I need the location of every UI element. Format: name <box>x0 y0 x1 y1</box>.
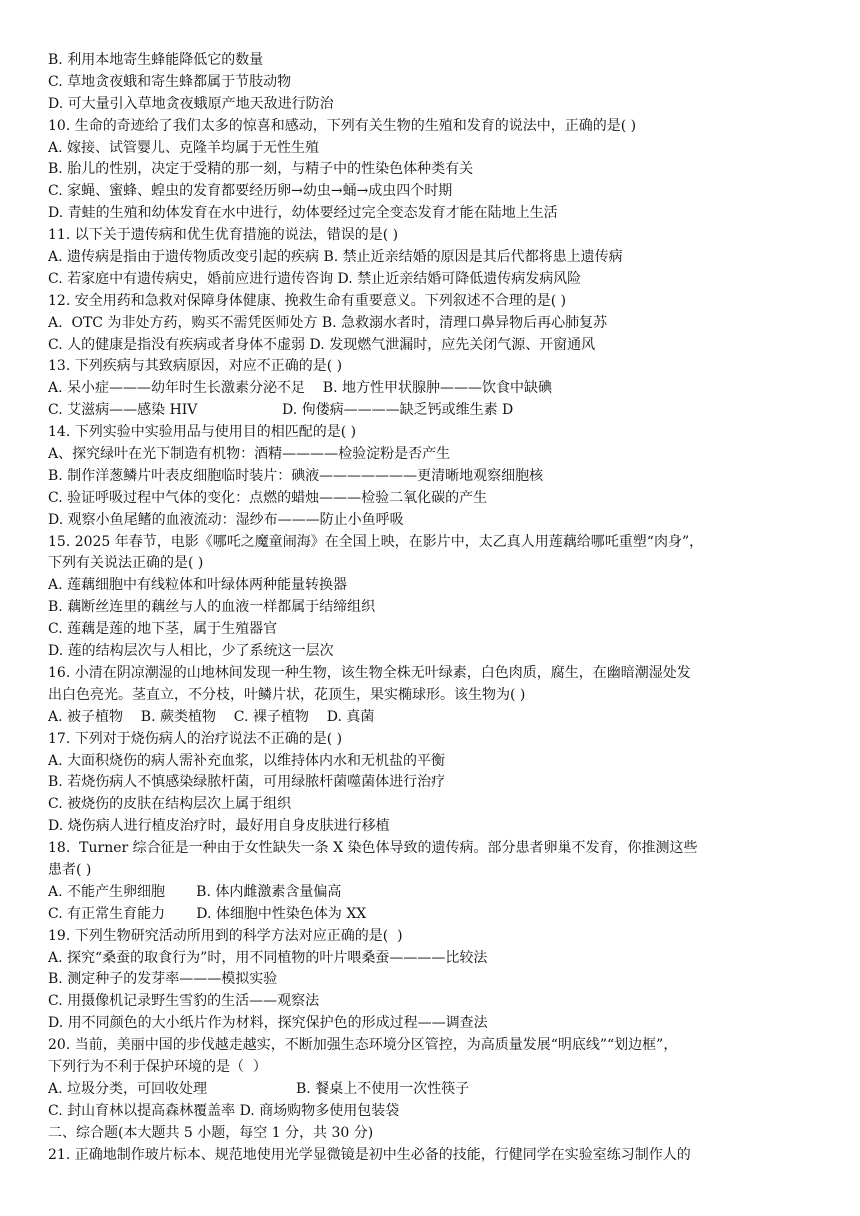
option-line: D. 观察小鱼尾鳍的血液流动：湿纱布———防止小鱼呼吸 <box>48 511 404 528</box>
option-line: B. 胎儿的性别，决定于受精的那一刻，与精子中的性染色体种类有关 <box>48 161 474 178</box>
question-17-stem: 17. 下列对于烧伤病人的治疗说法不正确的是( ) <box>48 730 343 747</box>
option-line: D. 青蛙的生殖和幼体发育在水中进行，幼体要经过完全变态发育才能在陆地上生活 <box>48 205 558 222</box>
question-16-stem-cont: 出白色亮光。茎直立，不分枝，叶鳞片状，花顶生，果实椭球形。该生物为( ) <box>48 686 526 703</box>
option-line: A. 呆小症———幼年时生长激素分泌不足 B. 地方性甲状腺肿———饮食中缺碘 <box>48 380 552 397</box>
section-heading: 二、综合题(本大题共 5 小题，每空 1 分，共 30 分) <box>48 1124 374 1141</box>
option-line: A. 遗传病是指由于遗传物质改变引起的疾病 B. 禁止近亲结婚的原因是其后代都将患上遗传病 <box>48 249 623 266</box>
option-line: A. 垃圾分类，可回收处理 B. 餐桌上不使用一次性筷子 <box>48 1080 470 1097</box>
text-line: C. 草地贪夜蛾和寄生蜂都属于节肢动物 <box>48 73 292 90</box>
option-line: A、探究绿叶在光下制造有机物：酒精————检验淀粉是否产生 <box>48 446 451 463</box>
option-line: A. 莲藕细胞中有线粒体和叶绿体两种能量转换器 <box>48 577 348 594</box>
option-line: B. 制作洋葱鳞片叶表皮细胞临时装片：碘液———————更清晰地观察细胞核 <box>48 467 544 484</box>
option-line: C. 验证呼吸过程中气体的变化：点燃的蜡烛———检验二氧化碳的产生 <box>48 489 488 506</box>
option-line: C. 家蝇、蜜蜂、蝗虫的发育都要经历卵→幼虫→蛹→成虫四个时期 <box>48 183 453 200</box>
question-15-stem: 15. 2025 年春节，电影《哪吒之魔童闹海》在全国上映，在影片中，太乙真人用莲藕给哪吒重塑“肉身”， <box>48 533 704 550</box>
option-line: A. 探究“桑蚕的取食行为”时，用不同植物的叶片喂桑蚕————比较法 <box>48 949 488 966</box>
option-line: C. 用摄像机记录野生雪豹的生活——观察法 <box>48 993 320 1010</box>
question-20-stem: 20. 当前，美丽中国的步伐越走越实，不断加强生态环境分区管控，为高质量发展“明底线”“划边框”， <box>48 1037 678 1054</box>
question-13-stem: 13. 下列疾病与其致病原因，对应不正确的是( ) <box>48 358 343 375</box>
question-14-stem: 14. 下列实验中实验用品与使用目的相匹配的是( ) <box>48 424 357 441</box>
option-line: A. 不能产生卵细胞 B. 体内雌激素含量偏高 <box>48 883 342 900</box>
option-line: B. 若烧伤病人不慎感染绿脓杆菌，可用绿脓杆菌噬菌体进行治疗 <box>48 774 446 791</box>
question-19-stem: 19. 下列生物研究活动所用到的科学方法对应正确的是( ) <box>48 927 403 944</box>
question-15-stem-cont: 下列有关说法正确的是( ) <box>48 555 204 572</box>
option-line: A. 被子植物 B. 蕨类植物 C. 裸子植物 D. 真菌 <box>48 708 375 725</box>
text-line: D. 可大量引入草地贪夜蛾原产地天敌进行防治 <box>48 95 334 112</box>
option-line: C. 若家庭中有遗传病史，婚前应进行遗传咨询 D. 禁止近亲结婚可降低遗传病发病风险 <box>48 270 582 287</box>
option-line: D. 烧伤病人进行植皮治疗时，最好用自身皮肤进行移植 <box>48 818 390 835</box>
option-line: C. 人的健康是指没有疾病或者身体不虚弱 D. 发现燃气泄漏时，应先关闭气源、开窗通风 <box>48 336 596 353</box>
option-line: C. 被烧伤的皮肤在结构层次上属于组织 <box>48 796 292 813</box>
question-20-stem-cont: 下列行为不利于保护环境的是（ ） <box>48 1058 267 1075</box>
question-11-stem: 11. 以下关于遗传病和优生优育措施的说法，错误的是( ) <box>48 227 399 244</box>
option-line: B. 藕断丝连里的藕丝与人的血液一样都属于结缔组织 <box>48 599 376 616</box>
question-18-stem-cont: 患者( ) <box>48 861 92 878</box>
question-21-stem: 21. 正确地制作玻片标本、规范地使用光学显微镜是初中生必备的技能，行健同学在实验室练习制作人的 <box>48 1146 691 1163</box>
option-line: A. 嫁接、试管婴儿、克隆羊均属于无性生殖 <box>48 139 320 156</box>
question-10-stem: 10. 生命的奇迹给了我们太多的惊喜和感动，下列有关生物的生殖和发育的说法中，正确的是( ) <box>48 117 637 134</box>
option-line: C. 封山育林以提高森林覆盖率 D. 商场购物多使用包装袋 <box>48 1102 400 1119</box>
question-18-stem: 18. Turner 综合征是一种由于女性缺失一条 X 染色体导致的遗传病。部分患者卵巢不发育，你推测这些 <box>48 840 698 857</box>
option-line: C. 莲藕是莲的地下茎，属于生殖器官 <box>48 621 278 638</box>
question-16-stem: 16. 小清在阴凉潮湿的山地林间发现一种生物，该生物全株无叶绿素，白色肉质，腐生，在幽暗潮湿处发 <box>48 664 691 681</box>
text-line: B. 利用本地寄生蜂能降低它的数量 <box>48 52 264 68</box>
option-line: C. 艾滋病——感染 HIV D. 佝偻病————缺乏钙或维生素 D <box>48 402 514 419</box>
option-line: D. 用不同颜色的大小纸片作为材料，探究保护色的形成过程——调查法 <box>48 1015 488 1032</box>
option-line: B. 测定种子的发芽率———模拟实验 <box>48 971 278 988</box>
option-line: A. OTC 为非处方药，购买不需凭医师处方 B. 急救溺水者时，清理口鼻异物后再心肺复苏 <box>48 314 608 331</box>
option-line: A. 大面积烧伤的病人需补充血浆，以维持体内水和无机盐的平衡 <box>48 752 446 769</box>
option-line: C. 有正常生育能力 D. 体细胞中性染色体为 XX <box>48 905 367 922</box>
option-line: D. 莲的结构层次与人相比，少了系统这一层次 <box>48 643 334 660</box>
question-12-stem: 12. 安全用药和急救对保障身体健康、挽救生命有重要意义。下列叙述不合理的是( ) <box>48 292 567 309</box>
